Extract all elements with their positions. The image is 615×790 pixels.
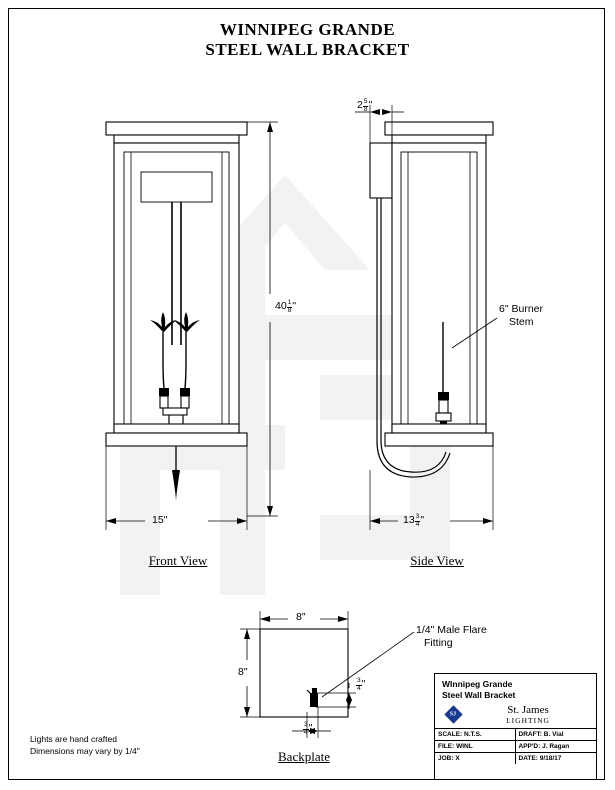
callout-burner-stem: 6" Burner Stem [499, 303, 543, 328]
title-block [434, 673, 597, 780]
general-notes [30, 733, 140, 757]
table-row [435, 728, 596, 740]
dim-side-depth: 13 $\frac{3}{4}$ " [403, 513, 425, 528]
title-block-job: JOB: X [435, 753, 516, 764]
brand-subtitle: LIGHTING [506, 716, 550, 725]
dim-front-width: 15" [152, 514, 168, 526]
note-line2: Dimensions may vary by 1/4" [30, 746, 140, 756]
dim-side-top: 2 $\frac{5}{8}$ " [357, 98, 373, 113]
dim-backplate-offset-bottom: $\frac{3}{4}$ " [304, 721, 313, 736]
title-block-draft: DRAFT: B. Vial [518, 731, 564, 738]
dim-backplate-width: 8" [296, 611, 306, 623]
brand-text [466, 704, 590, 725]
dim-front-height: 40 $\frac{1}{8}$ " [275, 299, 297, 314]
note-line1: Lights are hand crafted [30, 734, 117, 744]
title-block-product [435, 674, 596, 703]
callout-flare-fitting: 1/4" Male Flare Fitting [416, 624, 487, 649]
brand-block [435, 703, 596, 728]
title-block-product-line1: WInnipeg Grande [442, 679, 513, 689]
title-block-file: FILE: WINL [435, 741, 516, 752]
drawing-title-line2: STEEL WALL BRACKET [205, 40, 410, 59]
table-row [435, 752, 596, 764]
brand-name: St. James [507, 704, 549, 716]
dim-backplate-offset-right: $\frac{3}{4}$ " [357, 677, 366, 692]
title-block-product-line2: Steel Wall Bracket [442, 690, 516, 700]
drawing-title-line1: WINNIPEG GRANDE [219, 20, 396, 39]
label-front-view: Front View [148, 553, 208, 568]
table-row [435, 740, 596, 752]
brand-mark-text: SJ [450, 711, 457, 718]
title-block-scale: SCALE: N.T.S. [435, 729, 516, 740]
label-side-view: Side View [410, 553, 464, 568]
brand-diamond-icon [444, 705, 462, 723]
title-block-date: DATE: 9/18/17 [518, 755, 562, 762]
dim-backplate-height: 8" [238, 666, 248, 678]
title-block-approved: APP'D: J. Ragan [518, 743, 570, 750]
label-backplate: Backplate [278, 749, 330, 764]
